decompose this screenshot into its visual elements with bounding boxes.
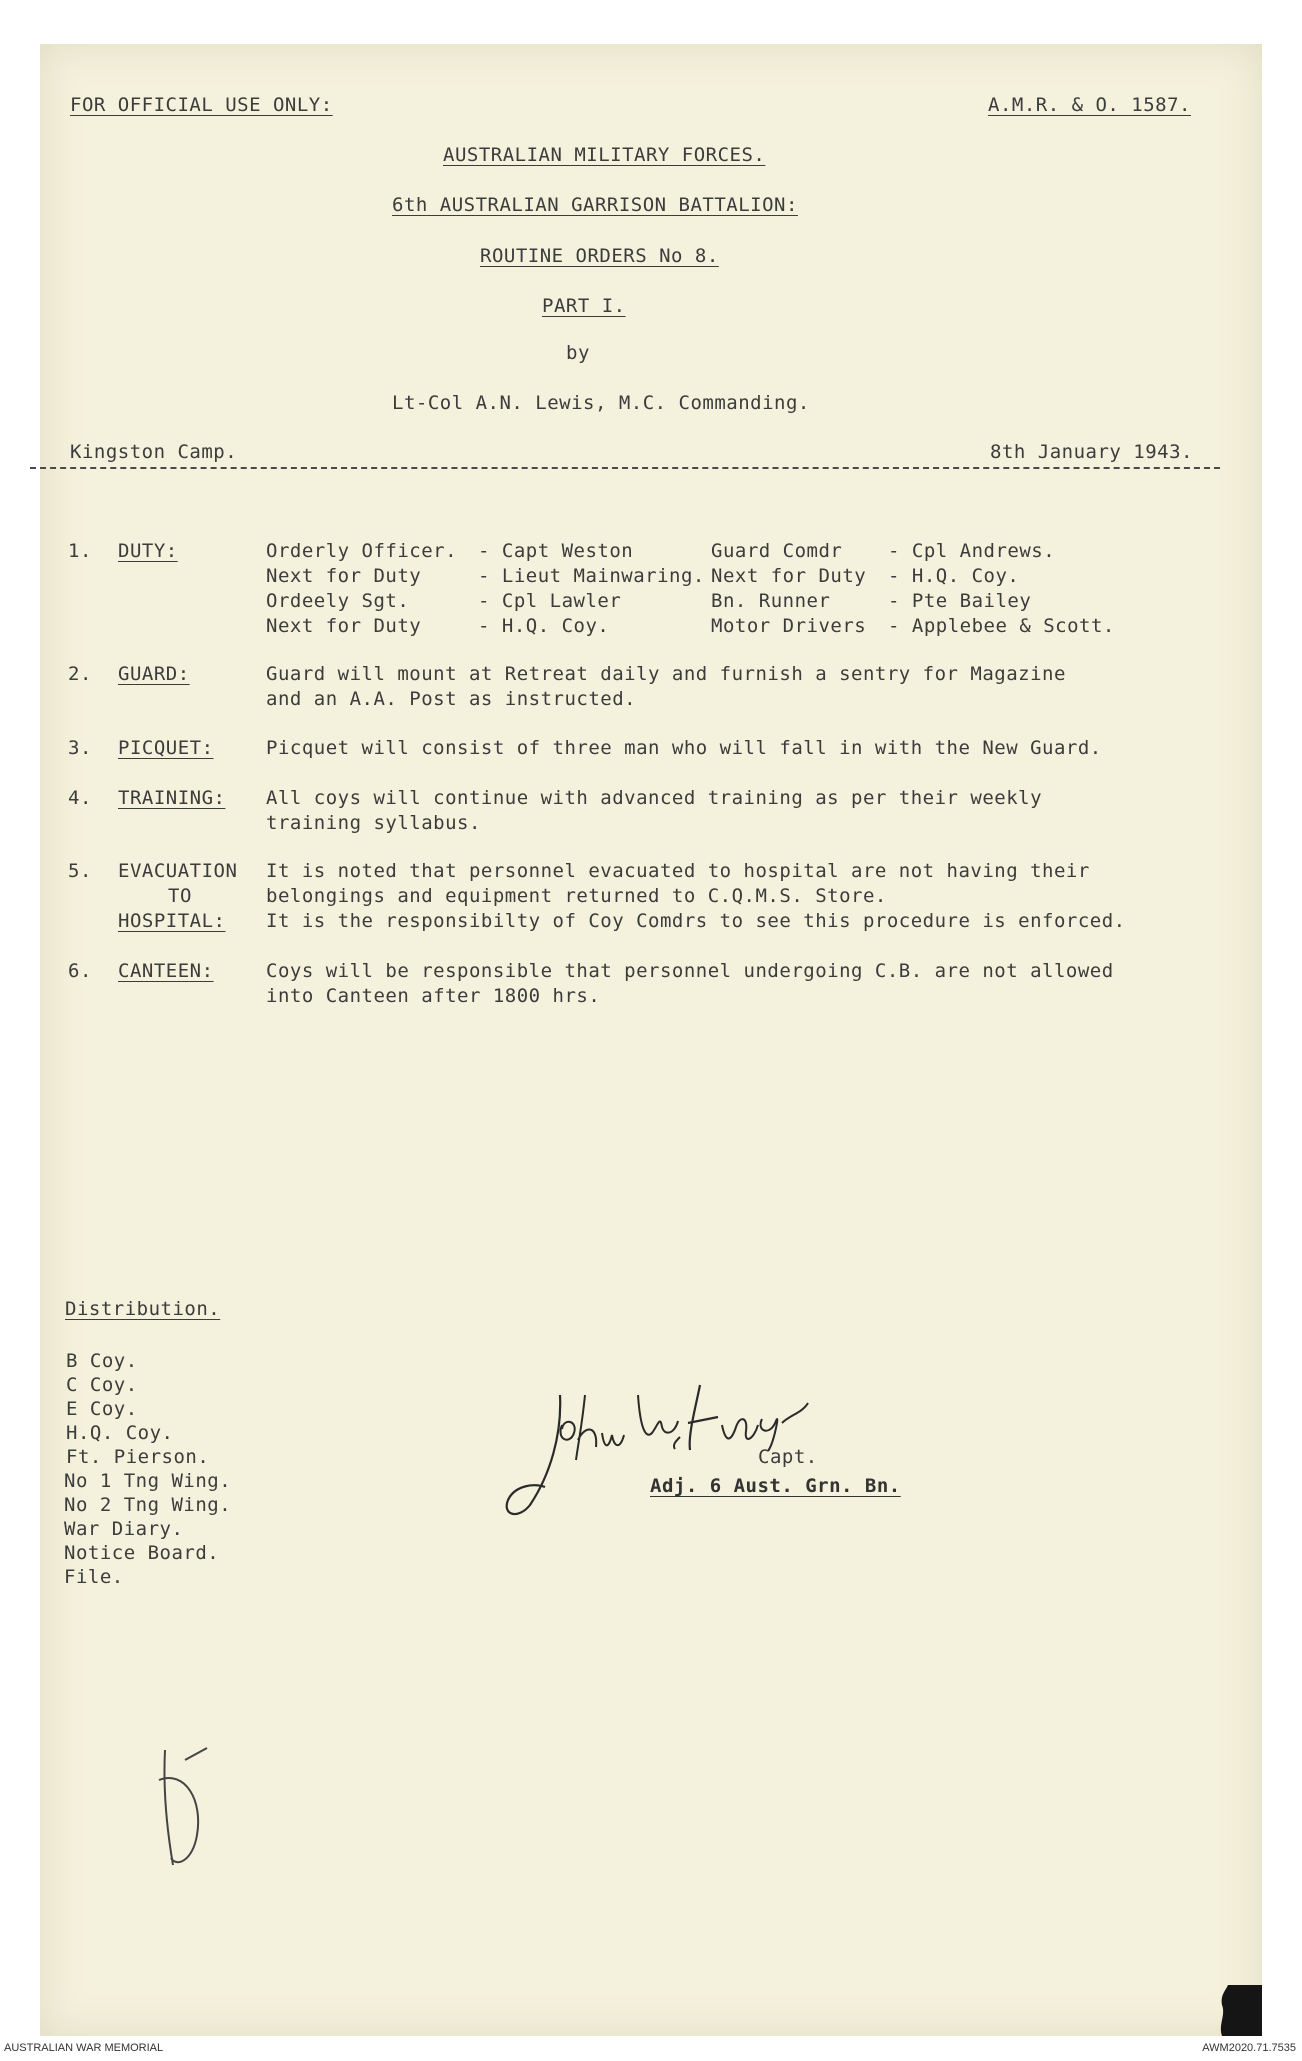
item-heading-picquet: PICQUET: [118, 737, 214, 759]
distribution-item: H.Q. Coy. [66, 1422, 174, 1444]
item-text-line: It is the responsibilty of Coy Comdrs to see this procedure is enforced. [266, 910, 1126, 932]
item-number: 6. [68, 960, 92, 982]
distribution-item: No 2 Tng Wing. [64, 1494, 232, 1516]
duty-role: Orderly Officer. [266, 540, 458, 562]
part-title: PART I. [542, 295, 626, 317]
footer-source: AUSTRALIAN WAR MEMORIAL [4, 2042, 164, 2054]
distribution-item: B Coy. [66, 1350, 138, 1372]
duty-name: - H.Q. Coy. [888, 565, 1020, 587]
item-heading-evacuation: EVACUATION [118, 860, 238, 882]
item-heading-hospital: HOSPITAL: [118, 910, 226, 932]
classification: FOR OFFICIAL USE ONLY: [70, 94, 333, 116]
item-text-line: All coys will continue with advanced training as per their weekly [266, 787, 1043, 809]
item-heading-training: TRAINING: [118, 787, 226, 809]
reference-number: A.M.R. & O. 1587. [988, 94, 1191, 116]
duty-role: Next for Duty [266, 615, 422, 637]
duty-name: - Capt Weston [478, 540, 634, 562]
duty-name: - Pte Bailey [888, 590, 1032, 612]
item-number: 3. [68, 737, 92, 759]
order-date: 8th January 1943. [990, 441, 1193, 463]
duty-name: - Cpl Lawler [478, 590, 622, 612]
duty-role: Next for Duty [266, 565, 422, 587]
org-title: AUSTRALIAN MILITARY FORCES. [443, 144, 766, 166]
signatory-appointment: Adj. 6 Aust. Grn. Bn. [650, 1475, 901, 1497]
handwritten-initials [145, 1740, 215, 1880]
item-number: 5. [68, 860, 92, 882]
item-heading-to: TO [168, 885, 192, 907]
item-text-line: Coys will be responsible that personnel undergoing C.B. are not allowed [266, 960, 1114, 982]
distribution-item: Notice Board. [64, 1542, 220, 1564]
item-text-line: belongings and equipment returned to C.Q.M.S. Store. [266, 885, 887, 907]
duty-name: - H.Q. Coy. [478, 615, 610, 637]
duty-role: Next for Duty [711, 565, 867, 587]
paper-tab [1218, 1985, 1262, 2036]
footer-accession: AWM2020.71.7535 [1202, 2042, 1296, 2054]
distribution-item: E Coy. [66, 1398, 138, 1420]
item-text-line: It is noted that personnel evacuated to hospital are not having their [266, 860, 1090, 882]
commander-line: Lt-Col A.N. Lewis, M.C. Commanding. [392, 392, 810, 414]
orders-title: ROUTINE ORDERS No 8. [480, 245, 719, 267]
distribution-heading: Distribution. [65, 1298, 221, 1320]
distribution-item: War Diary. [64, 1518, 184, 1540]
signatory-rank: Capt. [758, 1446, 818, 1468]
item-heading-duty: DUTY: [118, 540, 178, 562]
duty-role: Motor Drivers [711, 615, 867, 637]
distribution-item: File. [64, 1566, 124, 1588]
item-heading-canteen: CANTEEN: [118, 960, 214, 982]
duty-name: - Lieut Mainwaring. [478, 565, 705, 587]
divider-rule [30, 467, 1220, 469]
item-number: 4. [68, 787, 92, 809]
handwritten-signature [490, 1355, 830, 1530]
item-heading-guard: GUARD: [118, 663, 190, 685]
item-text-line: Guard will mount at Retreat daily and furnish a sentry for Magazine [266, 663, 1066, 685]
distribution-item: C Coy. [66, 1374, 138, 1396]
item-text-line: and an A.A. Post as instructed. [266, 688, 637, 710]
item-text-line: Picquet will consist of three man who will fall in with the New Guard. [266, 737, 1102, 759]
distribution-item: No 1 Tng Wing. [64, 1470, 232, 1492]
duty-name: - Applebee & Scott. [888, 615, 1115, 637]
unit-title: 6th AUSTRALIAN GARRISON BATTALION: [392, 194, 798, 216]
item-number: 1. [68, 540, 92, 562]
duty-role: Bn. Runner [711, 590, 831, 612]
item-text-line: training syllabus. [266, 812, 481, 834]
location: Kingston Camp. [70, 441, 238, 463]
document-sheet [40, 44, 1262, 2036]
duty-role: Guard Comdr [711, 540, 843, 562]
distribution-item: Ft. Pierson. [66, 1446, 210, 1468]
item-number: 2. [68, 663, 92, 685]
item-text-line: into Canteen after 1800 hrs. [266, 985, 601, 1007]
duty-role: Ordeely Sgt. [266, 590, 410, 612]
duty-name: - Cpl Andrews. [888, 540, 1056, 562]
by-line: by [566, 342, 590, 364]
